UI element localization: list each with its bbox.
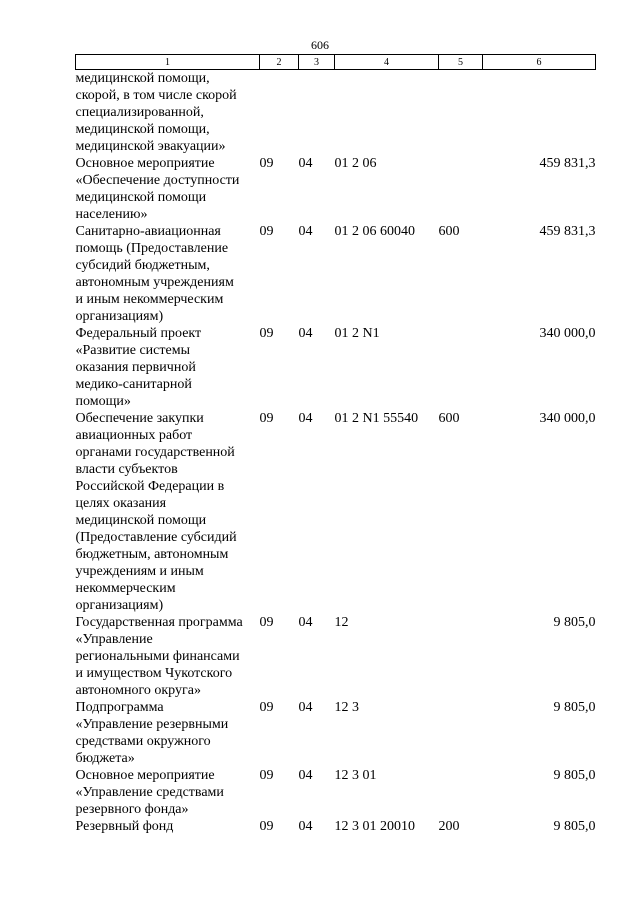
row-target-code: 12 (334, 615, 349, 630)
table-row (76, 699, 596, 767)
row-section (260, 70, 299, 156)
row-name: Резервный фонд (75, 819, 174, 834)
row-subsection: 04 (298, 411, 313, 426)
row-name: Санитарно-авиационная помощь (Предоставление субсидий бюджетным, автономным учреждениям и иным некоммерческим организациям) (75, 224, 234, 324)
row-target-code: 12 3 01 20010 (334, 819, 415, 834)
row-section: 09 (259, 700, 274, 715)
row-section: 09 (259, 411, 274, 426)
row-expense-type: 600 (438, 224, 460, 239)
column-header-1: 1 (76, 55, 260, 70)
row-subsection: 04 (298, 700, 313, 715)
row-name: Федеральный проект «Развитие системы оказания первичной медико-санитарной помощи» (75, 326, 202, 409)
budget-table (75, 54, 596, 835)
table-row (76, 325, 596, 410)
row-amount: 9 805,0 (553, 768, 596, 783)
row-section: 09 (259, 326, 274, 341)
row-section: 09 (259, 768, 274, 783)
table-row (76, 818, 596, 835)
row-name: медицинской помощи, скорой, в том числе скорой специализированной, медицинской помощи, медицинской эвакуации» (75, 71, 237, 154)
column-header-3: 3 (299, 55, 335, 70)
table-row (76, 410, 596, 614)
page-number: 606 (311, 38, 329, 52)
row-amount (483, 70, 596, 156)
row-amount: 9 805,0 (553, 615, 596, 630)
table-row (76, 70, 596, 156)
row-expense-type (439, 70, 483, 156)
column-header-2: 2 (260, 55, 299, 70)
row-expense-type (439, 155, 483, 223)
row-amount: 9 805,0 (553, 819, 596, 834)
row-expense-type (439, 614, 483, 699)
row-name: Основное мероприятие «Управление средствами резервного фонда» (75, 768, 224, 817)
row-subsection: 04 (298, 326, 313, 341)
row-target-code: 01 2 N1 55540 (334, 411, 419, 426)
row-name: Государственная программа «Управление региональными финансами и имуществом Чукотского автономного округа» (75, 615, 243, 698)
row-amount: 340 000,0 (539, 411, 596, 426)
row-expense-type (439, 699, 483, 767)
row-section: 09 (259, 156, 274, 171)
row-amount: 9 805,0 (553, 700, 596, 715)
table-row (76, 155, 596, 223)
row-name: Подпрограмма «Управление резервными средствами окружного бюджета» (75, 700, 229, 766)
row-target-code: 01 2 N1 (334, 326, 380, 341)
row-name: Основное мероприятие «Обеспечение доступности медицинской помощи населению» (75, 156, 240, 222)
row-subsection: 04 (298, 768, 313, 783)
row-subsection: 04 (298, 224, 313, 239)
row-expense-type (439, 325, 483, 410)
table-row (76, 223, 596, 325)
row-amount: 340 000,0 (539, 326, 596, 341)
row-target-code (335, 70, 439, 156)
row-subsection (299, 70, 335, 156)
row-target-code: 01 2 06 60040 (334, 224, 415, 239)
row-section: 09 (259, 224, 274, 239)
row-expense-type (439, 767, 483, 818)
row-target-code: 01 2 06 (334, 156, 377, 171)
row-subsection: 04 (298, 156, 313, 171)
row-amount: 459 831,3 (539, 224, 596, 239)
row-section: 09 (259, 615, 274, 630)
row-subsection: 04 (298, 819, 313, 834)
row-subsection: 04 (298, 615, 313, 630)
row-name: Обеспечение закупки авиационных работ органами государственной власти субъектов Российской Федерации в целях оказания медицинской помощи (Предоставление субсидий бюджетным, автономным учреждениям и иным некоммерческим организациям) (75, 411, 237, 613)
row-amount: 459 831,3 (539, 156, 596, 171)
row-target-code: 12 3 (334, 700, 359, 715)
table-row (76, 767, 596, 818)
table-header-row (76, 55, 596, 70)
column-header-6: 6 (483, 55, 596, 70)
row-expense-type: 600 (438, 411, 460, 426)
table-row (76, 614, 596, 699)
row-section: 09 (259, 819, 274, 834)
row-expense-type: 200 (438, 819, 460, 834)
column-header-5: 5 (439, 55, 483, 70)
row-target-code: 12 3 01 (334, 768, 377, 783)
column-header-4: 4 (335, 55, 439, 70)
